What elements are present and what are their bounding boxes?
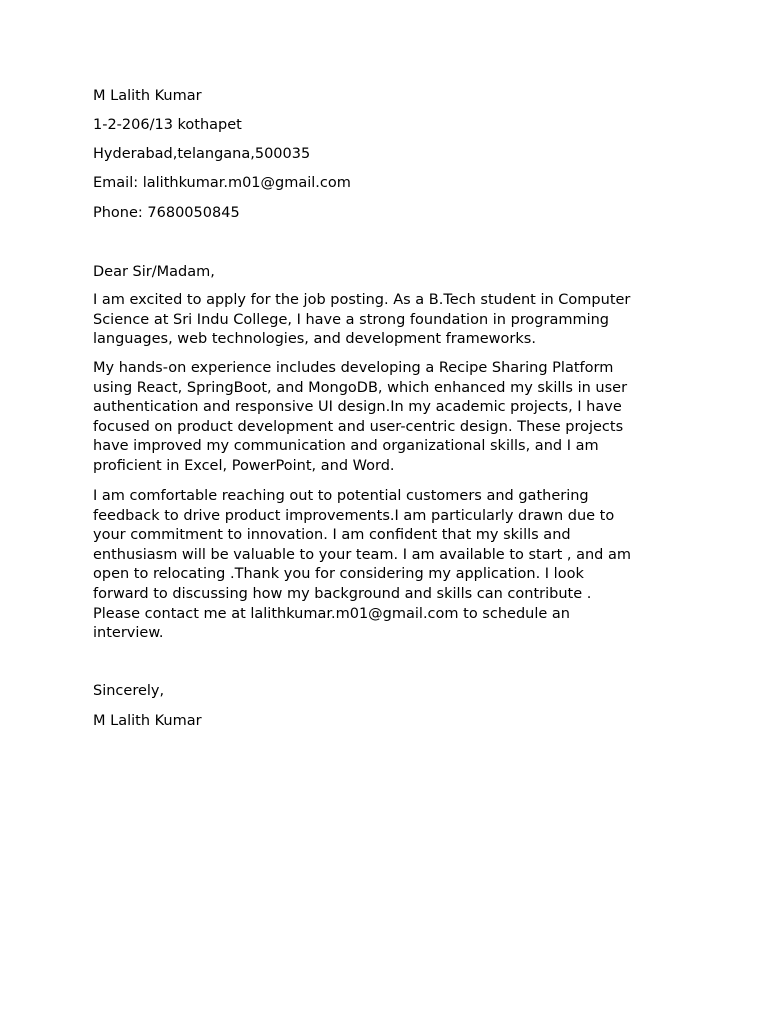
sender-address-line2: Hyderabad,telangana,500035 (93, 146, 311, 162)
paragraph-line: Please contact me at lalithkumar.m01@gmail.com to schedule an (93, 605, 570, 622)
paragraph-1 (93, 291, 693, 350)
salutation: Dear Sir/Madam, (93, 264, 215, 280)
paragraph-line: have improved my communication and organizational skills, and I am (93, 438, 599, 455)
paragraph-line: focused on product development and user-centric design. These projects (93, 418, 624, 435)
closing: Sincerely, (93, 683, 165, 699)
paragraph-line: I am comfortable reaching out to potential customers and gathering (93, 488, 589, 504)
sender-email: Email: lalithkumar.m01@gmail.com (93, 175, 351, 191)
paragraph-line: using React, SpringBoot, and MongoDB, which enhanced my skills in user (93, 379, 628, 396)
paragraph-line: Science at Sri Indu College, I have a strong foundation in programming (93, 311, 610, 328)
paragraph-line: proficient in Excel, PowerPoint, and Word. (93, 457, 395, 474)
paragraph-line: languages, web technologies, and development frameworks. (93, 331, 536, 348)
sender-name: M Lalith Kumar (93, 88, 202, 104)
paragraph-line: I am excited to apply for the job posting. As a B.Tech student in Computer (93, 292, 631, 308)
paragraph-line: feedback to drive product improvements.I am particularly drawn due to (93, 507, 615, 524)
paragraph-line: forward to discussing how my background and skills can contribute . (93, 585, 592, 602)
paragraph-line: open to relocating .Thank you for considering my application. I look (93, 566, 584, 583)
paragraph-line: My hands-on experience includes developing a Recipe Sharing Platform (93, 360, 614, 376)
paragraph-line: interview. (93, 625, 164, 642)
paragraph-line: your commitment to innovation. I am confident that my skills and (93, 527, 571, 544)
paragraph-2 (93, 359, 693, 477)
paragraph-3 (93, 487, 693, 644)
sender-address-line1: 1-2-206/13 kothapet (93, 117, 242, 133)
paragraph-line: enthusiasm will be valuable to your team. I am available to start , and am (93, 546, 631, 563)
signature-name: M Lalith Kumar (93, 713, 202, 729)
paragraph-line: authentication and responsive UI design.In my academic projects, I have (93, 399, 622, 416)
sender-phone: Phone: 7680050845 (93, 205, 240, 221)
